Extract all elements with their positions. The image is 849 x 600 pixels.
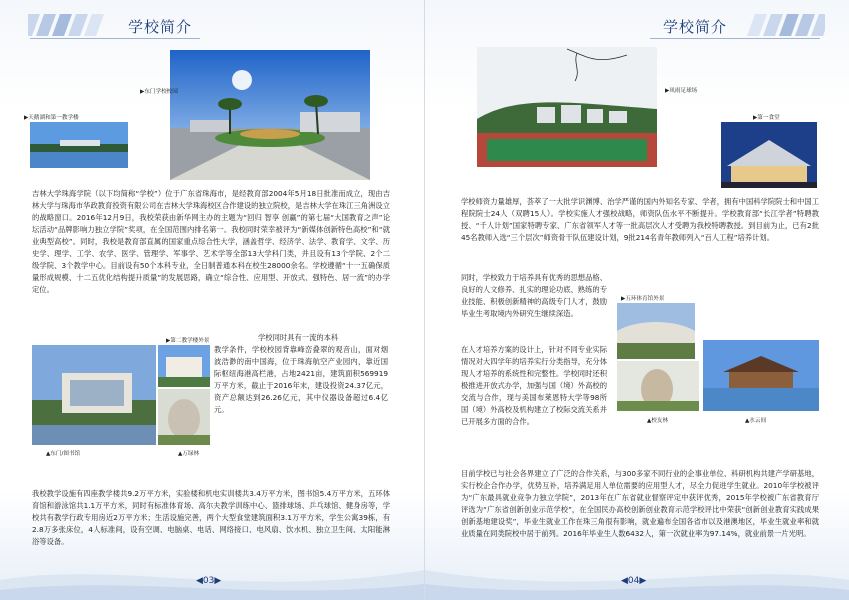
right-page	[425, 0, 849, 600]
page-number-left: ◀03▶	[196, 576, 222, 586]
intro-paragraph: 吉林大学珠海学院（以下均简称“学校”）位于广东省珠海市，是经教育部2004年5月18日批准而成立，现由吉林大学与珠海市华政教育投资有限公司在吉林大学珠海校区合作建设的独立院校，是吉林大学在珠江三角洲设立的战略窗口。2016年12月9日，我校荣获由新华网主办的主题为“回归 智享 创赢”的第七届“大国教育之声”论坛活动“品牌影响力独立学院”奖项，在全国范围内排名第一。我校同时荣幸被评为“新媒体创新特色高校”和“就业典型高校”。同时，我校是教育部直属的国家重点综合性大学，涵盖哲学、经济学、法学、教育学、文学、历史学、理学、工学、农学、医学、管理学、军事学、艺术学等全部13大学科门类，并且设有13个学院、2个二级学院、3个教学中心。目前设有50个本科专业，全日制普通本科在校生28000余名。学校遵循“十一五确保质量形成规模、十二五优化结构提升质量”的发展思路，确立“综合性、应用型、开放式、强特色、居一流”的办学定位。	[32, 189, 390, 294]
section-title: 学校简介	[128, 18, 193, 36]
caption-five-ring: ▶五环体育馆外景	[621, 296, 665, 302]
wanlv-photo	[158, 389, 210, 445]
caption-sky-lake: ▶天鹅湖和第一教学楼	[24, 115, 79, 121]
east-gate-photo	[170, 50, 370, 180]
page-number-right: ◀04▶	[621, 576, 647, 586]
facilities-paragraph: 我校教学设施有四座教学楼共9.2万平方米，实验楼和机电实训楼共3.4万平方米，图书馆5.4万平方米，五环体育馆和游泳馆共1.1万平方米，同时有标准体育场、高尔夫教学训练中心、篮排球场、乒乓球馆、健身房等，学校共有教学行政专用房近2万平方米；生活设施完善，两个大型食堂建筑面积3.1万平方米，学生公寓39栋，有2.8万多张床位，4人标准间，设有空调、电脑桌、电话、网络接口、电风扇、饮水机、独立卫生间、太阳能淋浴等设备。	[32, 489, 390, 546]
page-number-left-text: 03	[202, 576, 215, 586]
talent-paragraph-a: 同时，学校致力于培养具有优秀的思想品格、良好的人文修养、扎实的理论功底、熟练的专业技能、积极创新精神的高级专门人才，鼓励毕业生考取境内外研究生继续深造。	[461, 273, 607, 318]
faculty-paragraph: 学校师资力量雄厚，荟萃了一大批学识渊博、治学严谨的国内外知名专家、学者，拥有中国科学院院士和中国工程院院士24人（双聘15人）。学校实施人才强校战略，师资队伍水平不断提升。学校教育部“长江学者”特聘教授、“千人计划”国家特聘专家、广东省领军人才等一批高层次人才受聘为我校特聘教授。到目前为止，已有2批45名教师入选“三个层次”师资骨干队伍建设计划，9批214名青年教师列入“百人工程”培养计划。	[461, 197, 819, 242]
second-building-photo	[158, 345, 210, 387]
library-photo	[32, 345, 156, 445]
employment-paragraph: 目前学校已与社会各界建立了广泛的合作关系，与300多家不同行业的企事业单位、科研机构共建产学研基地，实行校企合作办学，优势互补，培养满足用人单位需要的应用型人才，尽全力促进学生就业。2010年学校被评为“广东最具就业竞争力独立学院”，2013年在广东省就业督察评定中获评优秀，2015年学校被广东省教育厅评选为“广东省创新创业示范学校”，在全国民办高校创新创业教育示范学校评比中荣获“创新创业教育实践成果创新基地建设奖”，毕业生就业工作在珠三角很有影响，就业遍布全国各省市以及港澳地区，毕业生就业率和就业质量在同类院校中居于前列。2016年毕业生人数6432人，第一次就业率为97.14%，就业前景一片光明。	[461, 469, 819, 538]
school-rock-photo	[617, 361, 699, 411]
canteen-photo	[721, 122, 817, 188]
stadium-photo	[477, 47, 657, 167]
five-ring-photo	[617, 303, 695, 359]
caption-school-rock: ▲校友林	[647, 418, 669, 424]
sky-lake-photo	[30, 122, 128, 168]
title-underline	[30, 38, 200, 39]
left-page	[0, 0, 424, 600]
bottom-wave-right	[425, 540, 849, 600]
page-number-right-text: 04	[627, 576, 640, 586]
caption-stadium: ▶凤雨足球场	[665, 88, 698, 94]
talent-paragraph-b: 在人才培养方案的设计上，针对不同专业实际情况对大四学年的培养实行分类指导，充分体现人才培养的系统性和完整性。学校同时还积极推进开放式办学，加强与国（境）外高校的交流与合作，现与美国布莱恩特大学等98所国（境）外高校及机构建立了校际交流关系并已开展多方面的合作。	[461, 345, 607, 426]
caption-wanlv: ▲万绿林	[178, 451, 200, 457]
caption-east-library: ▲东门/图书馆	[46, 451, 81, 457]
cloud-pavilion-photo	[703, 340, 819, 411]
title-underline-right	[650, 38, 820, 39]
section-title-right: 学校简介	[663, 18, 728, 36]
campus-paragraph: 教学条件，学校校园背靠峰峦叠翠的观音山，面对烟波浩渺的南中国海，位于珠海航空产业园内，靠近国际枢纽海港高栏港，占地2421亩，建筑面积569919万平方米，截止于2016年末，建设投资24.37亿元，资产总额达到26.26亿元，其中仪器设备超过6.4亿元。	[214, 345, 388, 414]
caption-canteen: ▶第一食堂	[753, 115, 780, 121]
caption-cloud-pavilion: ▲水云间	[745, 418, 767, 424]
campus-paragraph-lead: 学校同时具有一流的本科	[258, 333, 339, 342]
bottom-wave	[0, 540, 424, 600]
caption-east-gate: ▶东门学校校园	[140, 89, 178, 95]
caption-second-building: ▶第二教学楼外景	[166, 338, 210, 344]
